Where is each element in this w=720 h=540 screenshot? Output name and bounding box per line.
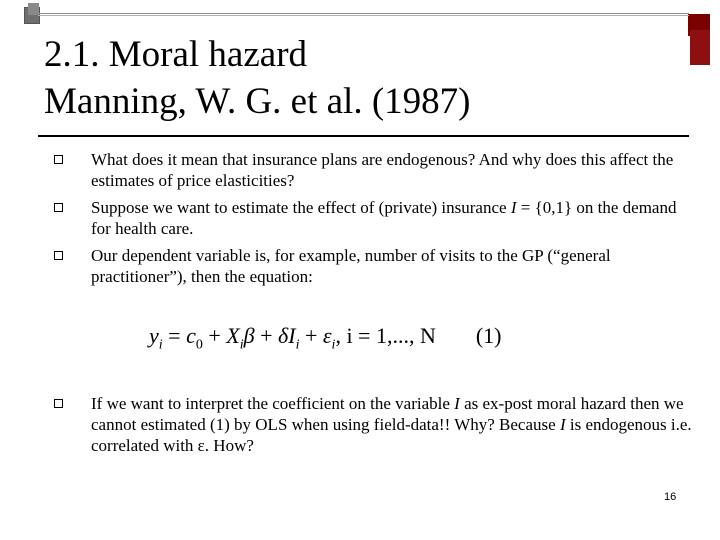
- decor-square-right-lower: [690, 45, 710, 65]
- decor-square-right-middle: [690, 30, 710, 45]
- top-rule-secondary: [38, 15, 689, 16]
- variable-I: I: [454, 394, 460, 413]
- title-underline: [38, 135, 689, 137]
- bullet-item-1: [91, 149, 696, 191]
- equation: $y_i = c_0 + X_i\beta + \delta I_i + \varepsilon_i$, i = 1,..., N (1): [149, 323, 502, 353]
- bullet-item-1-text: What does it mean that insurance plans are endogenous? And why does this affect the estimates of price elasticities?: [91, 150, 674, 190]
- bullet-item-3: Our dependent variable is, for example, number of visits to the GP (“general practitioner”), then the equation:: [91, 246, 611, 286]
- variable-I: I: [559, 415, 566, 434]
- bullet-item-4: If we want to interpret the coefficient on the variable I as ex-post moral hazard then we cannot estimated (1) by OLS when using field-data!! Why? Because I is endogenous i.e. correlated with ε. How?: [91, 394, 692, 455]
- equation-number: (1): [475, 323, 502, 348]
- top-rule: [38, 13, 689, 14]
- bullet-square-icon: [54, 155, 63, 164]
- variable-I: I: [510, 198, 517, 217]
- page-number: 16: [664, 491, 677, 503]
- bullet-square-icon: [54, 399, 63, 408]
- slide-title-line-2: Manning, W. G. et al. (1987): [44, 81, 471, 122]
- bullet-square-icon: [54, 203, 63, 212]
- slide-title-line-1: 2.1. Moral hazard: [44, 34, 308, 75]
- bullet-item-2: Suppose we want to estimate the effect of (private) insurance I = {0,1} on the demand for health care.: [91, 198, 677, 238]
- bullet-square-icon: [54, 251, 63, 260]
